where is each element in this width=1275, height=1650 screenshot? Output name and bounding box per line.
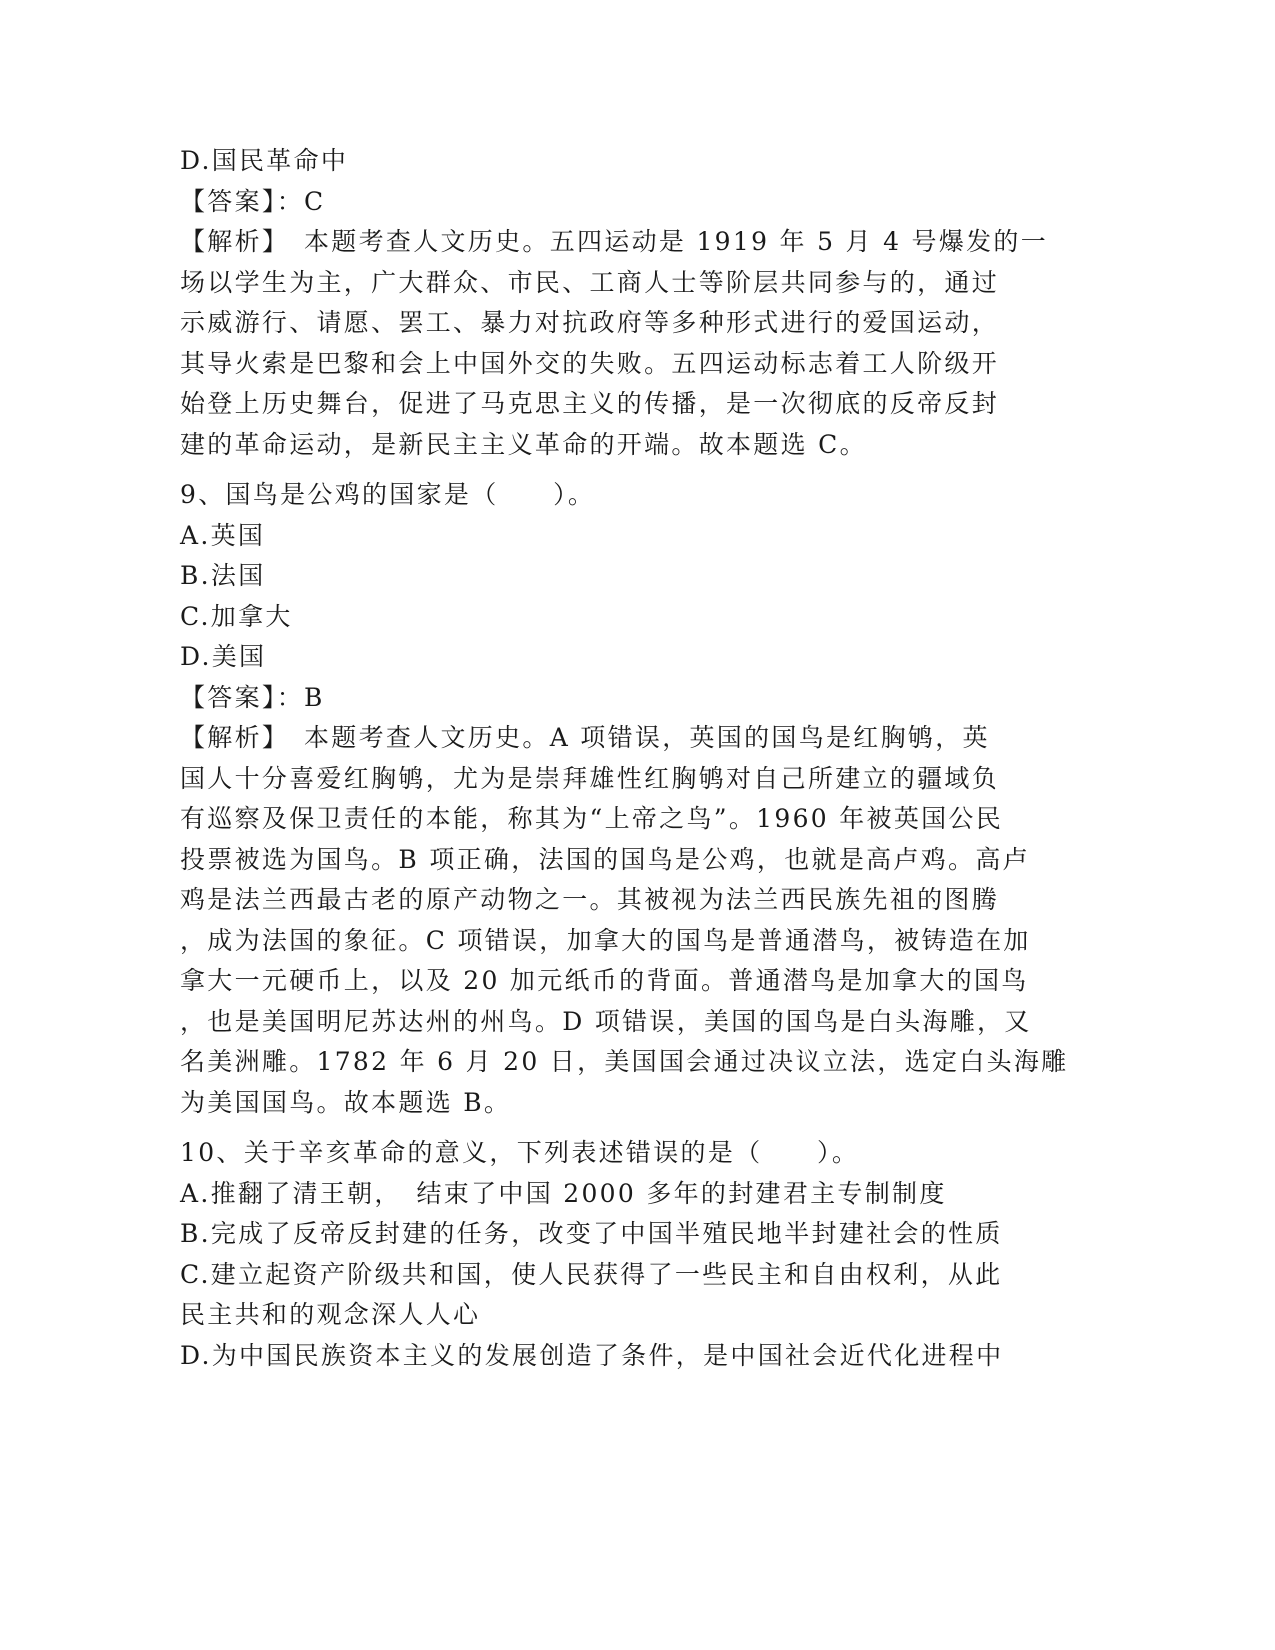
analysis-line: 名美洲雕。1782 年 6 月 20 日，美国国会通过决议立法，选定白头海雕 — [180, 1047, 1069, 1076]
analysis-paragraph — [180, 718, 1069, 1123]
analysis-line: ，也是美国明尼苏达州的州鸟。D 项错误，美国的国鸟是白头海雕，又 — [180, 1006, 1032, 1036]
analysis-line: 场以学生为主，广大群众、市民、工商人士等阶层共同参与的，通过 — [180, 267, 1000, 297]
analysis-line: 【解析】 本题考查人文历史。五四运动是 1919 年 5 月 4 号爆发的一 — [180, 227, 1049, 256]
option-c: C.建立起资产阶级共和国，使人民获得了一些民主和自由权利，从此 — [180, 1259, 1003, 1289]
option-b: B.完成了反帝反封建的任务，改变了中国半殖民地半封建社会的性质 — [180, 1219, 1003, 1248]
analysis-line: 投票被选为国鸟。B 项正确，法国的国鸟是公鸡，也就是高卢鸡。高卢 — [180, 844, 1030, 874]
question-10-block — [180, 1133, 1040, 1376]
answer-label: 【答案】：C — [180, 186, 326, 216]
option-d: D.美国 — [180, 642, 267, 671]
spacer — [180, 465, 1040, 475]
analysis-line: 始登上历史舞台，促进了马克思主义的传播，是一次彻底的反帝反封 — [180, 389, 1000, 418]
option-a: A.英国 — [180, 520, 266, 550]
question-title: 9、国鸟是公鸡的国家是（ ）。 — [180, 480, 596, 509]
spacer — [180, 1123, 1040, 1133]
analysis-line: 鸡是法兰西最古老的原产动物之一。其被视为法兰西民族先祖的图腾 — [180, 885, 1000, 914]
analysis-line: 拿大一元硬币上，以及 20 加元纸币的背面。普通潜鸟是加拿大的国鸟 — [180, 966, 1029, 995]
option-b: B.法国 — [180, 561, 266, 590]
analysis-line: 其导火索是巴黎和会上中国外交的失败。五四运动标志着工人阶级开 — [180, 348, 1000, 378]
analysis-line: 国人十分喜爱红胸鸲，尤为是崇拜雄性红胸鸲对自己所建立的疆域负 — [180, 763, 1000, 793]
answer-label: 【答案】：B — [180, 682, 325, 712]
question-8-block — [180, 141, 1049, 465]
option-c: C.加拿大 — [180, 601, 293, 631]
question-title: 10、关于辛亥革命的意义，下列表述错误的是（ ）。 — [180, 1138, 860, 1167]
question-9-block — [180, 475, 1069, 1123]
analysis-line: 为美国国鸟。故本题选 B。 — [180, 1087, 512, 1117]
document-page — [180, 141, 1069, 1376]
analysis-line: 有巡察及保卫责任的本能，称其为“上帝之鸟”。1960 年被英国公民 — [180, 804, 1004, 833]
analysis-line: ，成为法国的象征。C 项错误，加拿大的国鸟是普通潜鸟，被铸造在加 — [180, 925, 1031, 955]
option-d: D.国民革命中 — [180, 146, 349, 175]
option-d: D.为中国民族资本主义的发展创造了条件，是中国社会近代化进程中 — [180, 1340, 1004, 1370]
analysis-paragraph — [180, 222, 1049, 465]
analysis-line: 【解析】 本题考查人文历史。A 项错误，英国的国鸟是红胸鸲，英 — [180, 723, 990, 752]
analysis-line: 建的革命运动，是新民主主义革命的开端。故本题选 C。 — [180, 429, 867, 459]
analysis-line: 示威游行、请愿、罢工、暴力对抗政府等多种形式进行的爱国运动， — [180, 308, 1000, 337]
option-a: A.推翻了清王朝， 结束了中国 2000 多年的封建君主专制制度 — [180, 1178, 947, 1208]
option-c-continued: 民主共和的观念深人人心 — [180, 1300, 481, 1329]
